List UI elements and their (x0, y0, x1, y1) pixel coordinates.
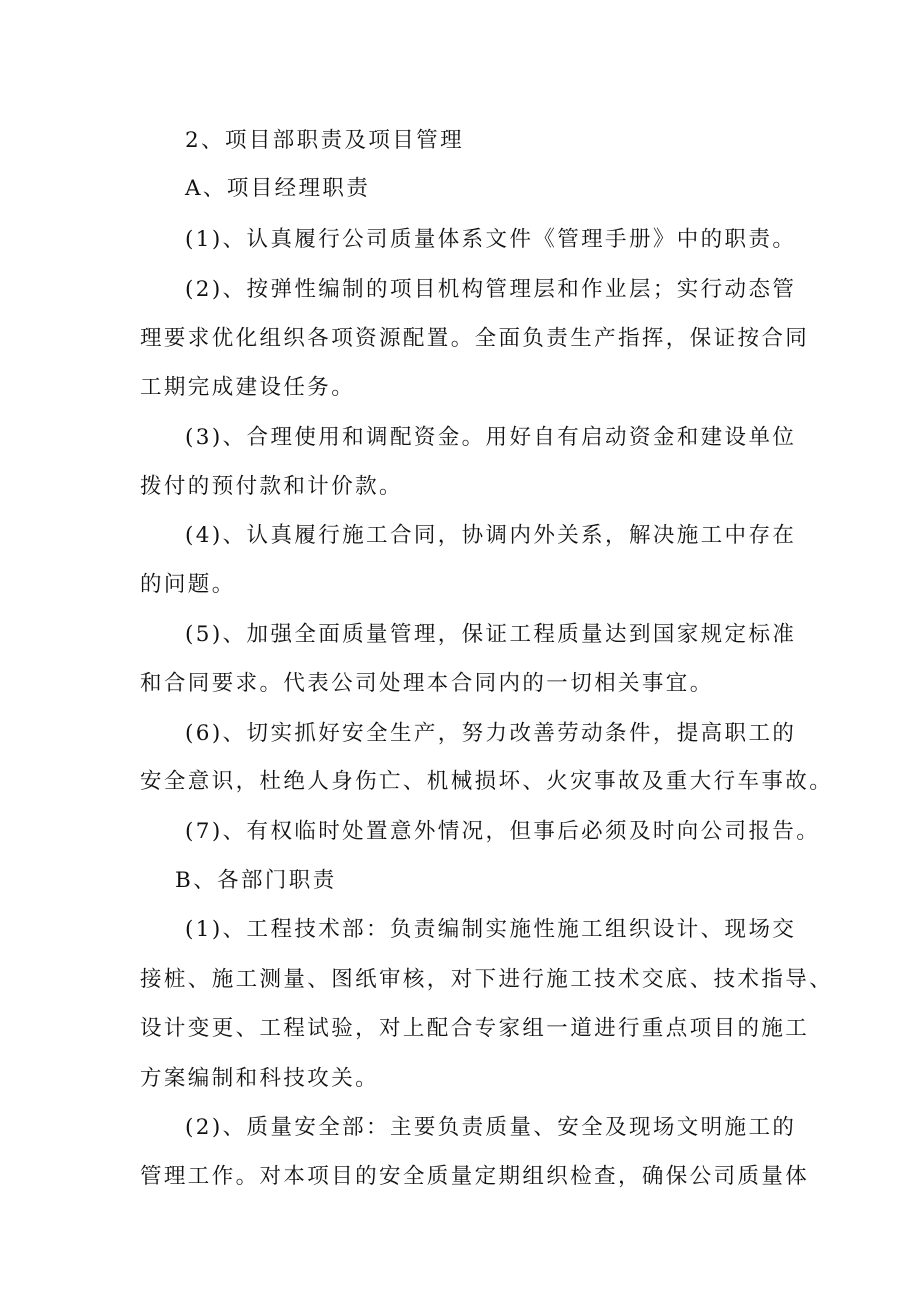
paragraph-line: (3)、合理使用和调配资金。用好自有启动资金和建设单位 (185, 425, 797, 450)
paragraph-line: (2)、按弹性编制的项目机构管理层和作业层；实行动态管 (185, 277, 797, 302)
paragraph-line: (4)、认真履行施工合同，协调内外关系，解决施工中存在 (185, 523, 797, 548)
paragraph-line: 的问题。 (140, 572, 236, 597)
section-b-title: B、各部门职责 (175, 868, 337, 893)
paragraph-line: 拨付的预付款和计价款。 (140, 474, 403, 499)
paragraph-line: 管理工作。对本项目的安全质量定期组织检查，确保公司质量体 (140, 1164, 810, 1189)
paragraph-line: (6)、切实抓好安全生产，努力改善劳动条件，提高职工的 (185, 721, 797, 746)
paragraph-line: (7)、有权临时处置意外情况，但事后必须及时向公司报告。 (185, 819, 821, 844)
paragraph-line: 理要求优化组织各项资源配置。全面负责生产指挥，保证按合同 (140, 326, 810, 351)
paragraph-line: 接桩、施工测量、图纸审核，对下进行施工技术交底、技术指导、 (140, 967, 834, 992)
paragraph-line: 安全意识，杜绝人身伤亡、机械损坏、火灾事故及重大行车事故。 (140, 769, 834, 794)
paragraph-line: (5)、加强全面质量管理，保证工程质量达到国家规定标准 (185, 622, 797, 647)
section-a-title: A、项目经理职责 (185, 176, 371, 201)
paragraph-line: 设计变更、工程试验，对上配合专家组一道进行重点项目的施工 (140, 1016, 810, 1041)
section-heading: 2、项目部职责及项目管理 (185, 128, 464, 153)
paragraph-line: (2)、质量安全部：主要负责质量、安全及现场文明施工的 (185, 1115, 797, 1140)
paragraph-line: (1)、工程技术部：负责编制实施性施工组织设计、现场交 (185, 917, 797, 942)
paragraph-line: 工期完成建设任务。 (140, 375, 356, 400)
paragraph-line: (1)、认真履行公司质量体系文件《管理手册》中的职责。 (185, 227, 797, 252)
paragraph-line: 方案编制和科技攻关。 (140, 1066, 380, 1091)
paragraph-line: 和合同要求。代表公司处理本合同内的一切相关事宜。 (140, 671, 714, 696)
